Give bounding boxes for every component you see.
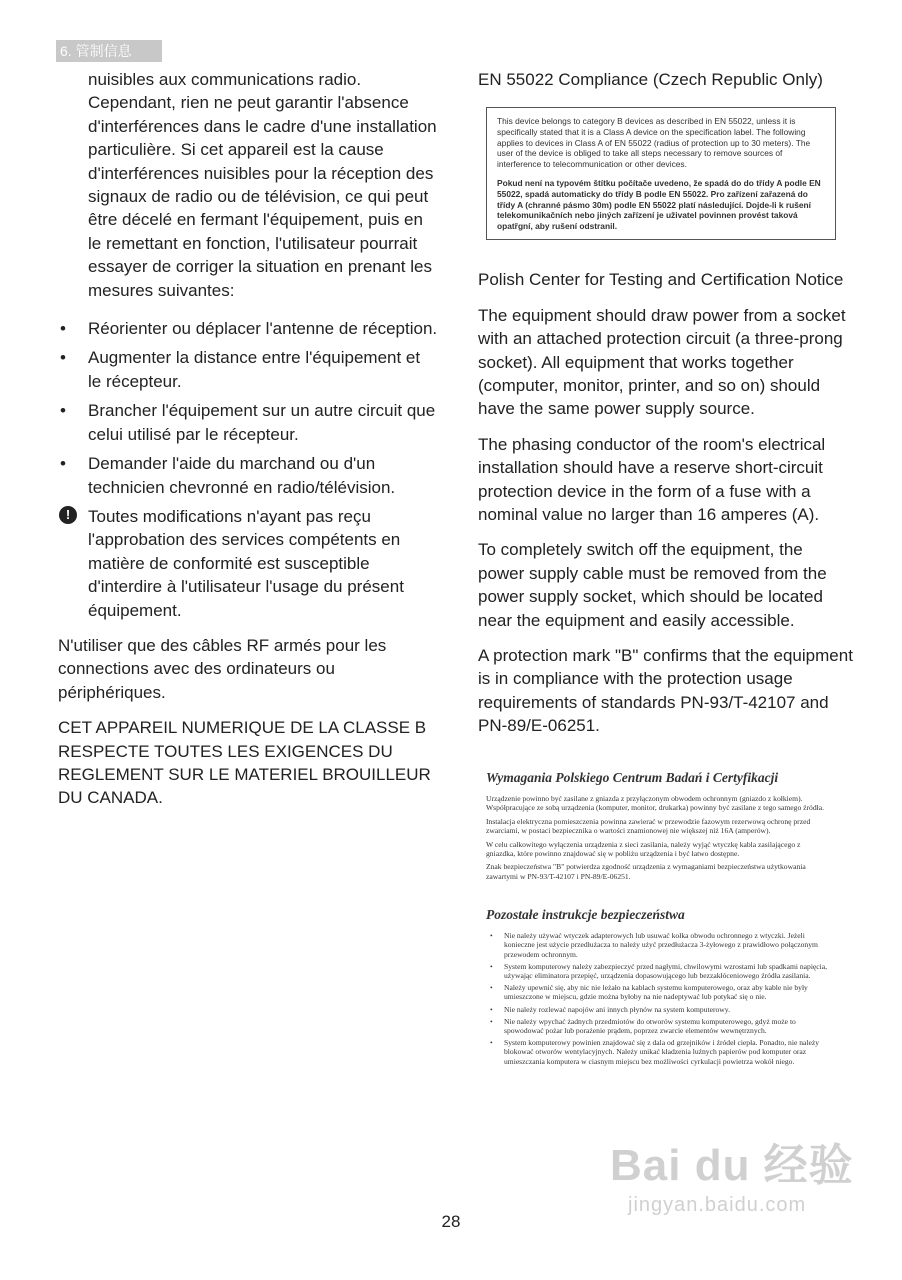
polish-requirements-image [486, 770, 831, 1069]
bullet-glyph: • [60, 319, 66, 339]
intro-paragraph: nuisibles aux communications radio. Cependant, rien ne peut garantir l'absence d'interférences dans le cadre d'une installation particulière. Si cet appareil est la cause d'interférences nuisibles pour la réception des signaux de radio ou de télévision, ce qui peut être décelé en fermant l'équipement, puis en le remettant en fonction, l'utilisateur pourrait essayer de corriger la situation en prenant les mesures suivantes: [88, 70, 437, 300]
baidu-watermark [610, 1140, 870, 1250]
rf-cable-note: N'utiliser que des câbles RF armés pour les connections avec des ordinateurs ou périphériques. [58, 635, 387, 702]
left-column [58, 68, 438, 810]
polish-paragraph: Urządzenie powinno być zasilane z gniazda z przyłączonym obwodem ochronnym (gniazdo z kołkiem). Współpracujące ze sobą urządzenia (komputer, monitor, drukarka) powinny być zasilane z tego samego źródła. [486, 794, 825, 813]
canada-note: CET APPAREIL NUMERIQUE DE LA CLASSE B RESPECTE TOUTES LES EXIGENCES DU REGLEMENT SUR LE MATERIEL BROUILLEUR DU CANADA. [58, 718, 431, 808]
baidu-url: jingyan.baidu.com [628, 1194, 807, 1216]
paragraph: To completely switch off the equipment, the power supply cable must be removed from the power supply socket, which should be located near the equipment and easily accessible. [478, 540, 827, 630]
paragraph: The phasing conductor of the room's electrical installation should have a reserve short-circuit protection device in the form of a fuse with a nominal value no larger than 16 amperes (A). [478, 434, 826, 524]
bullet-glyph: • [60, 348, 66, 368]
polish-notice-title: Polish Center for Testing and Certification Notice [478, 270, 844, 290]
paragraph: A protection mark "B" confirms that the equipment is in compliance with the protection usage requirements of standards PN-93/T-42107 and PN-89/E-06251. [478, 646, 853, 736]
baidu-logo: Bai du 经验 [610, 1141, 854, 1190]
section-tab: 6. 管制信息 [56, 40, 162, 62]
bullet-list [58, 317, 438, 499]
list-item: • System komputerowy powinien znajdować się z dala od grzejników i źródeł ciepła. Ponadto, nie należy blokować otworów wentylacyjnych. Należy unikać kładzenia luźnych papierów pod komputer oraz umieszczania komputera w ciasnym miejscu bez możliwości cyrkulacji powietrza wokół niego. [496, 1038, 831, 1066]
list-item: • System komputerowy należy zabezpieczyć przed nagłymi, chwilowymi wzrostami lub spadkami napięcia, używając eliminatora przepięć, urządzenia dopasowującego lub bezzakłóceniowego źródła zasilania. [496, 962, 831, 980]
paragraph: The equipment should draw power from a socket with an attached protection circuit (a three-prong socket). All equipment that works together (computer, monitor, printer, and so on) should have the same power supply source. [478, 305, 846, 419]
polish-paragraph: Znak bezpieczeństwa "B" potwierdza zgodność urządzenia z wymaganiami bezpieczeństwa użytkowania zawartymi w PN-93/T-42107 i PN-89/E-06251. [486, 862, 806, 881]
en55022-english-text: This device belongs to category B devices as described in EN 55022, unless it is specifically stated that it is a Class A device on the specification label. The following applies to devices in Class A of EN 55022 (radius of protection up to 30 meters). The user of the device is obliged to take all steps necessary to remove sources of interference to telecommunication or other devices. [497, 116, 811, 169]
list-item: • Augmenter la distance entre l'équipement et le récepteur. [60, 348, 421, 391]
list-item: • Réorienter ou déplacer l'antenne de réception. [58, 317, 438, 340]
list-item: • Brancher l'équipement sur un autre circuit que celui utilisé par le récepteur. [60, 401, 436, 444]
en55022-czech-text: Pokud není na typovém štítku počítače uvedeno, že spadá do do třídy A podle EN 55022, spadá automaticky do třídy B podle EN 55022. Pro zařízení zařazená do třídy A (chranné pásmo 30m) podle EN 55022 platí následující. Dojde-li k rušení telekomunikačních nebo jiných zařízení je uživatel povinnen provést taková opatřgní, aby rušení odstranil. [497, 178, 821, 231]
list-item: • Demander l'aide du marchand ou d'un technicien chevronné en radio/télévision. [60, 454, 396, 497]
list-item: • Nie należy używać wtyczek adapterowych lub usuwać kołka obwodu ochronnego z wtyczki. Jeżeli konieczne jest użycie przedłużacza to należy użyć przedłużacza 3-żyłowego z prawidłowo połączonym przewodem ochronnym. [496, 931, 831, 959]
warning-icon: ! [59, 506, 77, 524]
en55022-title: EN 55022 Compliance (Czech Republic Only) [478, 70, 823, 89]
list-item: • Należy upewnić się, aby nic nie leżało na kablach systemu komputerowego, oraz aby kable nie były umieszczone w miejscu, gdzie można byłoby na nie nadeptywać lub potykać się o nie. [496, 983, 831, 1001]
right-column [478, 68, 853, 738]
polish-heading-2: Pozostałe instrukcje bezpieczeństwa [486, 907, 685, 923]
en55022-notice-box [486, 107, 836, 240]
warning-note [58, 505, 438, 622]
polish-safety-list [486, 931, 831, 1066]
list-item: • Nie należy wpychać żadnych przedmiotów do otworów systemu komputerowego, gdyż może to spowodować pożar lub porażenie prądem, poprzez zwarcie elementów wewnętrznych. [496, 1017, 831, 1035]
polish-paragraph: Instalacja elektryczna pomieszczenia powinna zawierać w przewodzie fazowym rezerwową ochronę przed zwarciami, w postaci bezpiecznika o wartości znamionowej nie większej niż 16A (amperów). [486, 816, 811, 836]
polish-paragraph: W celu całkowitego wyłączenia urządzenia z sieci zasilania, należy wyjąć wtyczkę kabla zasilającego z gniazdka, które powinno znajdować się w pobliżu urządzenia i być łatwo dostępne. [486, 839, 801, 859]
warning-text: Toutes modifications n'ayant pas reçu l'approbation des services compétents en matière de conformité est susceptible d'interdire à l'utilisateur l'usage du présent équipement. [88, 506, 404, 620]
polish-heading-1: Wymagania Polskiego Centrum Badań i Certyfikacji [486, 770, 779, 785]
list-item: • Nie należy rozlewać napojów ani innych płynów na system komputerowy. [496, 1005, 831, 1014]
bullet-glyph: • [60, 454, 66, 474]
page-number: 28 [441, 1212, 461, 1231]
bullet-glyph: • [60, 401, 66, 421]
